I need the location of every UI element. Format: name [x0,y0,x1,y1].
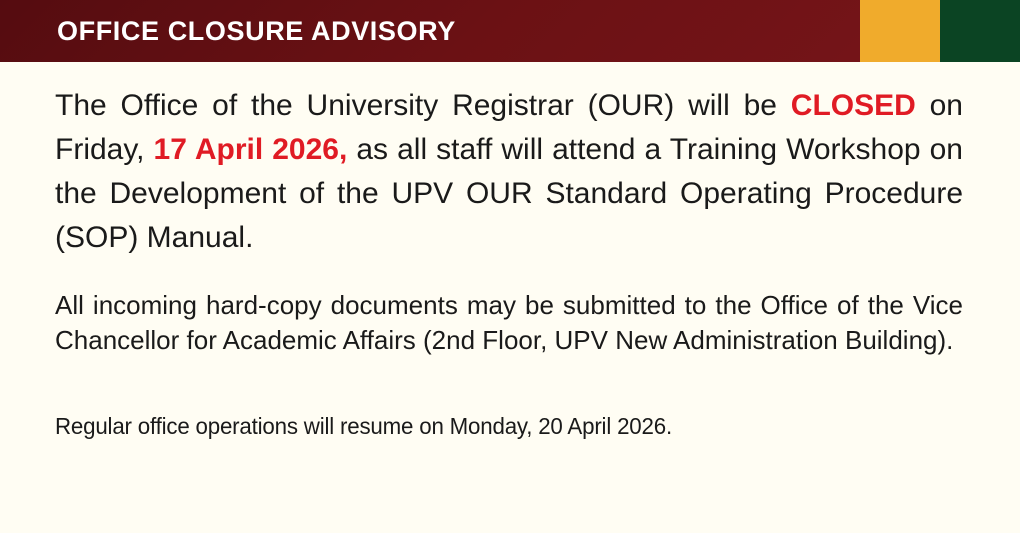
resume-notice: Regular office operations will resume on Monday, 20 April 2026. [55,413,672,439]
closed-highlight: CLOSED [790,89,916,122]
header-bar [0,0,1020,62]
closure-date-highlight: 17 April 2026, [153,133,348,166]
page-title: OFFICE CLOSURE ADVISORY [57,15,456,46]
closure-text-mid: on Friday, [55,89,963,166]
accent-green-block [940,0,1020,62]
advisory-body [0,62,1020,440]
closure-text-tail: as all staff will attend a Training Workshop on the Development of the UPV OUR Standard Operating Procedure (SOP) Manual. [55,133,963,254]
closure-paragraph [55,84,963,260]
submission-paragraph: All incoming hard-copy documents may be submitted to the Office of the Vice Chancellor for Academic Affairs (2nd Floor, UPV New Administration Building). [55,290,963,355]
closure-text-lead: The Office of the University Registrar (OUR) will be [55,89,791,122]
header-maroon-block [0,0,860,62]
accent-yellow-block [860,0,940,62]
